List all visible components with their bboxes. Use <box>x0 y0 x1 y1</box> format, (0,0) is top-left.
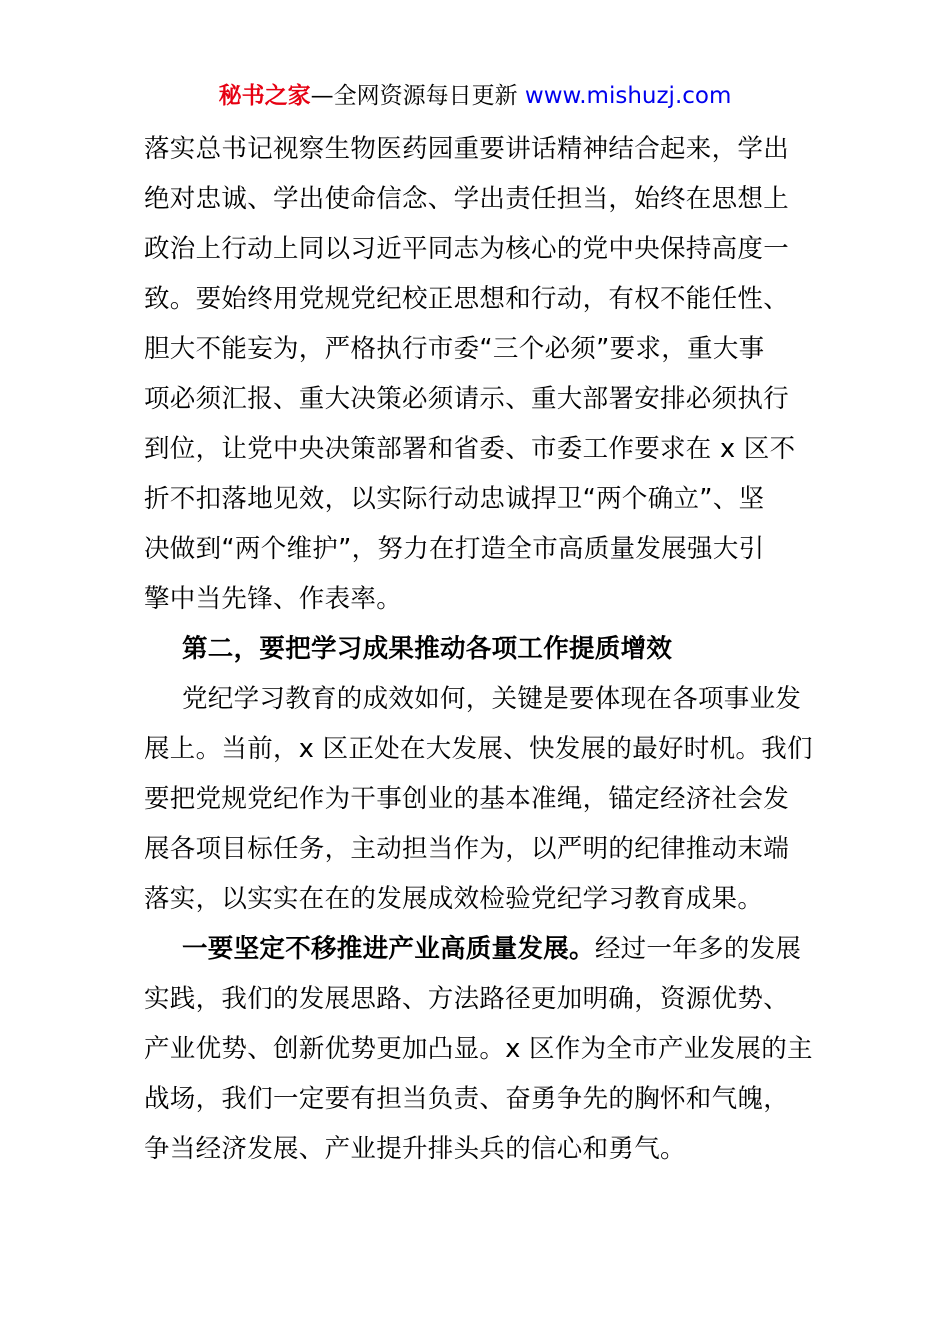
text-line: 致。要始终用党规党纪校正思想和行动，有权不能任性、 <box>144 284 790 314</box>
text-line: 折不扣落地见效，以实际行动忠诚捍卫“两个确立”、坚 <box>144 484 765 514</box>
header-tagline: —全网资源每日更新 <box>310 83 525 109</box>
text-line: 实践，我们的发展思路、方法路径更加明确，资源优势、 <box>144 984 790 1014</box>
text-line: 政治上行动上同以习近平同志为核心的党中央保持高度一 <box>144 234 790 264</box>
subsection-lead: 一要坚定不移推进产业高质量发展。 <box>182 934 595 964</box>
text-line: 擎中当先锋、作表率。 <box>144 584 403 614</box>
text-line: 战场，我们一定要有担当负责、奋勇争先的胸怀和气魄， <box>144 1084 790 1114</box>
text-line: 项必须汇报、重大决策必须请示、重大部署安排必须执行 <box>144 384 790 414</box>
text-line: 绝对忠诚、学出使命信念、学出责任担当，始终在思想上 <box>144 184 790 214</box>
document-body <box>144 124 813 1174</box>
text-line: 展上。当前，x 区正处在大发展、快发展的最好时机。我们 <box>144 734 813 764</box>
site-header <box>0 80 950 112</box>
text-line: 胆大不能妄为，严格执行市委“三个必须”要求，重大事 <box>144 334 765 364</box>
text-line: 落实，以实实在在的发展成效检验党纪学习教育成果。 <box>144 884 764 914</box>
brand-name: 秘书之家 <box>218 83 311 109</box>
section-heading: 第二，要把学习成果推动各项工作提质增效 <box>182 634 673 664</box>
text-line <box>144 924 808 974</box>
text-line: 产业优势、创新优势更加凸显。x 区作为全市产业发展的主 <box>144 1034 813 1064</box>
text-line: 决做到“两个维护”，努力在打造全市高质量发展强大引 <box>144 534 765 564</box>
text-line: 落实总书记视察生物医药园重要讲话精神结合起来，学出 <box>144 134 790 164</box>
text-line: 到位，让党中央决策部署和省委、市委工作要求在 x 区不 <box>144 434 796 464</box>
text-line: 争当经济发展、产业提升排头兵的信心和勇气。 <box>144 1134 686 1164</box>
text-line: 党纪学习教育的成效如何，关键是要体现在各项事业发 <box>182 684 802 714</box>
subsection-text: 经过一年多的发展 <box>594 934 802 964</box>
text-line: 展各项目标任务，主动担当作为，以严明的纪律推动末端 <box>144 834 790 864</box>
site-url-link[interactable]: www.mishuzj.com <box>524 83 732 109</box>
text-line: 要把党规党纪作为干事创业的基本准绳，锚定经济社会发 <box>144 784 790 814</box>
